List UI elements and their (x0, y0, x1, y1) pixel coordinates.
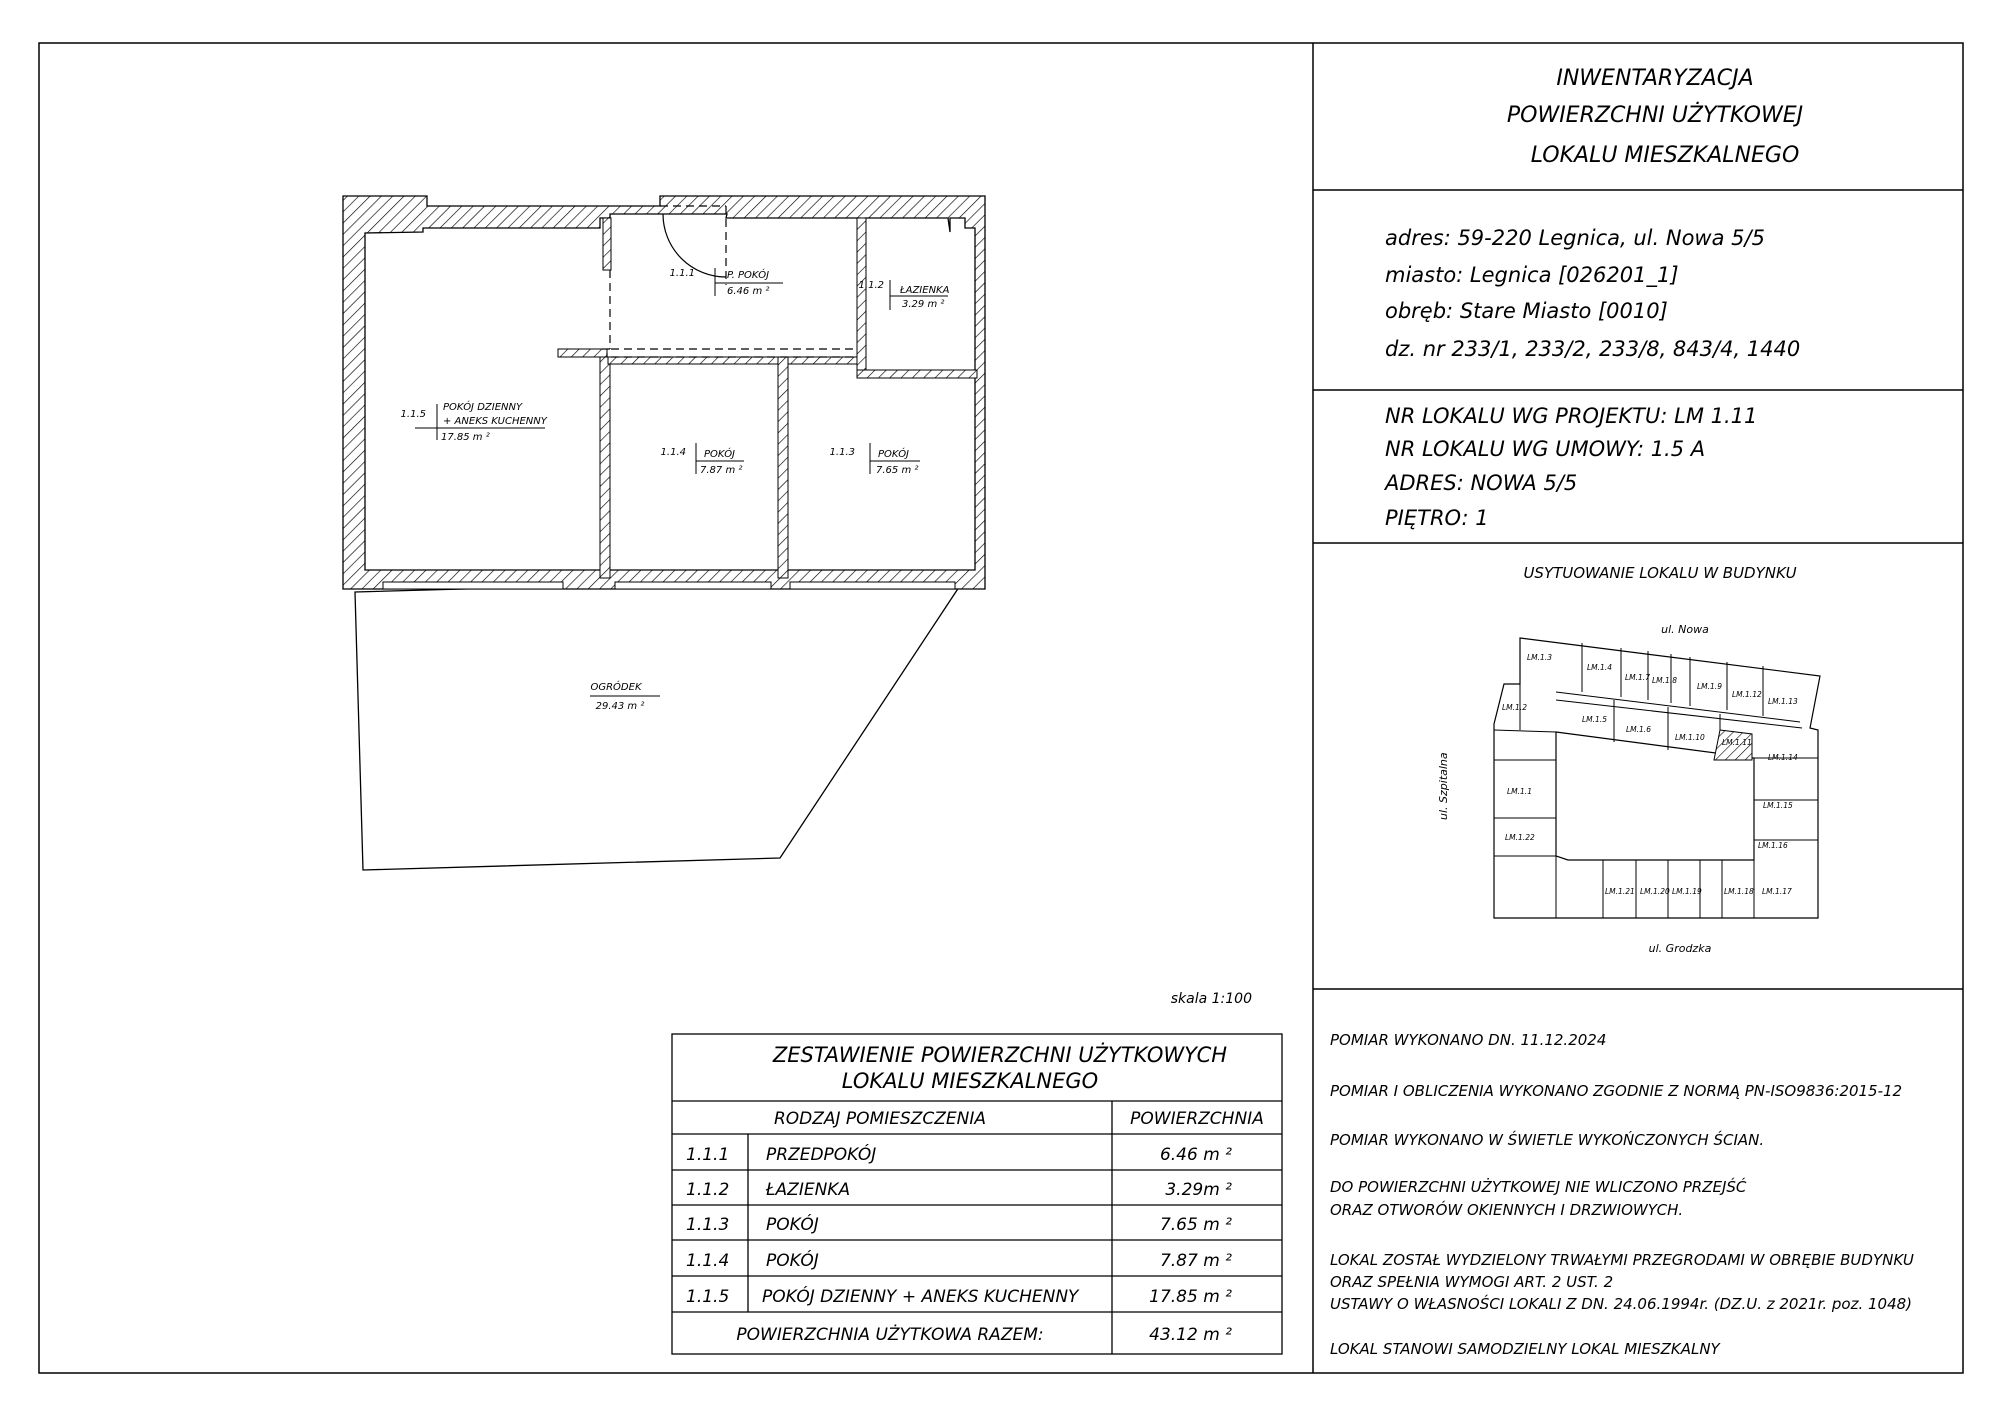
row-room-name: PRZEDPOKÓJ (766, 1145, 877, 1165)
room-name: P. POKÓJ (727, 270, 770, 281)
unit-label: LM.1.21 (1605, 887, 1635, 896)
row-room-area: 7.65 m ² (1159, 1215, 1232, 1235)
unit-label: LM.1.2 (1502, 703, 1527, 712)
unit-label: LM.1.4 (1587, 663, 1612, 672)
row-room-name: POKÓJ (766, 1251, 819, 1271)
room-number: 1.1.2 (858, 280, 884, 291)
unit-label: LM.1.20 (1640, 887, 1670, 896)
total-label: POWIERZCHNIA UŻYTKOWA RAZEM: (736, 1325, 1044, 1345)
street-grodzka-label: ul. Grodzka (1648, 942, 1712, 955)
room-area: 7.65 m ² (876, 465, 919, 476)
garden-name: OGRÓDEK (590, 682, 642, 693)
room-number: 1.1.3 (829, 447, 855, 458)
unit-label: LM.1.12 (1732, 690, 1762, 699)
room-number: 1.1.5 (400, 409, 426, 420)
unit-label: LM.1.6 (1626, 725, 1651, 734)
title-block (1507, 66, 1803, 168)
room-number: 1.1.1 (669, 268, 695, 279)
row-room-area: 17.85 m ² (1149, 1287, 1232, 1307)
unit-label: LM.1.10 (1675, 733, 1705, 742)
note-legal-3: USTAWY O WŁASNOŚCI LOKALI Z DN. 24.06.1994r. (DZ.U. z 2021r. poz. 1048) (1330, 1295, 1913, 1313)
location-title: USYTUOWANIE LOKALU W BUDYNKU (1523, 564, 1797, 582)
room-name: POKÓJ (878, 449, 910, 460)
address-line: adres: 59-220 Legnica, ul. Nowa 5/5 (1385, 226, 1765, 250)
row-number: 1.1.2 (686, 1180, 730, 1200)
room-area: 3.29 m ² (902, 299, 945, 310)
col-header-type: RODZAJ POMIESZCZENIA (773, 1109, 987, 1129)
floor-plan (343, 196, 985, 870)
col-header-area: POWIERZCHNIA (1130, 1109, 1264, 1129)
row-room-name: POKÓJ DZIENNY + ANEKS KUCHENNY (762, 1287, 1079, 1307)
row-room-name: POKÓJ (766, 1215, 819, 1235)
room-name: POKÓJ DZIENNY (443, 402, 523, 413)
note-standard: POMIAR I OBLICZENIA WYKONANO ZGODNIE Z NORMĄ PN-ISO9836:2015-12 (1330, 1082, 1903, 1100)
precinct-line: obręb: Stare Miasto [0010] (1385, 299, 1668, 323)
street-nowa-label: ul. Nowa (1661, 623, 1709, 636)
row-number: 1.1.4 (686, 1251, 730, 1271)
address-block (1385, 226, 1800, 361)
city-line: miasto: Legnica [026201_1] (1385, 263, 1679, 287)
street-szpitalna-label: ul. Szpitalna (1437, 752, 1450, 820)
row-number: 1.1.1 (686, 1145, 730, 1165)
row-room-area: 7.87 m ² (1159, 1251, 1232, 1271)
unit-label: LM.1.7 (1625, 673, 1650, 682)
unit-label: LM.1.5 (1582, 715, 1607, 724)
scale-label: skala 1:100 (1170, 991, 1252, 1007)
room-area: 7.87 m ² (700, 465, 743, 476)
unit-label: LM.1.3 (1527, 653, 1552, 662)
summary-table (672, 1034, 1282, 1354)
unit-label: LM.1.8 (1652, 676, 1677, 685)
unit-label: LM.1.1 (1507, 787, 1532, 796)
room-name-2: + ANEKS KUCHENNY (443, 416, 547, 427)
title-line-2: POWIERZCHNI UŻYTKOWEJ (1506, 103, 1804, 128)
floor-number: PIĘTRO: 1 (1385, 506, 1489, 530)
note-walls: POMIAR WYKONANO W ŚWIETLE WYKOŃCZONYCH ŚCIAN. (1330, 1131, 1765, 1149)
unit-label: LM.1.17 (1762, 887, 1792, 896)
room-name: POKÓJ (704, 449, 736, 460)
unit-label: LM.1.16 (1758, 841, 1788, 850)
row-room-area: 3.29m ² (1165, 1180, 1232, 1200)
garden-area: 29.43 m ² (595, 701, 645, 712)
row-room-name: ŁAZIENKA (766, 1180, 851, 1200)
parcel-line: dz. nr 233/1, 233/2, 233/8, 843/4, 1440 (1385, 337, 1801, 361)
unit-label: LM.1.19 (1672, 887, 1702, 896)
table-title-2: LOKALU MIESZKALNEGO (841, 1069, 1099, 1093)
garden-outline (355, 575, 967, 870)
contract-unit-number: NR LOKALU WG UMOWY: 1.5 A (1385, 437, 1706, 461)
unit-block (1383, 404, 1757, 530)
outer-walls (343, 196, 985, 589)
note-independent-unit: LOKAL STANOWI SAMODZIELNY LOKAL MIESZKALNY (1330, 1340, 1720, 1358)
note-legal-1: LOKAL ZOSTAŁ WYDZIELONY TRWAŁYMI PRZEGRODAMI W OBRĘBIE BUDYNKU (1330, 1251, 1914, 1269)
unit-label: LM.1.15 (1763, 801, 1793, 810)
unit-label: LM.1.11 (1722, 738, 1752, 747)
project-unit-number: NR LOKALU WG PROJEKTU: LM 1.11 (1385, 404, 1758, 428)
room-area: 17.85 m ² (441, 432, 490, 443)
room-area: 6.46 m ² (727, 286, 770, 297)
unit-address: ADRES: NOWA 5/5 (1385, 471, 1578, 495)
note-measurement-date: POMIAR WYKONANO DN. 11.12.2024 (1330, 1031, 1607, 1049)
title-line-1: INWENTARYZACJA (1556, 66, 1754, 91)
table-title-1: ZESTAWIENIE POWIERZCHNI UŻYTKOWYCH (772, 1043, 1228, 1067)
location-block (1437, 564, 1820, 955)
notes-block (1330, 1031, 1914, 1358)
title-line-3: LOKALU MIESZKALNEGO (1530, 143, 1800, 168)
unit-label: LM.1.18 (1724, 887, 1754, 896)
note-exclusions-2: ORAZ OTWORÓW OKIENNYCH I DRZWIOWYCH. (1330, 1201, 1684, 1219)
note-legal-2: ORAZ SPEŁNIA WYMOGI ART. 2 UST. 2 (1330, 1273, 1614, 1291)
row-number: 1.1.5 (686, 1287, 730, 1307)
row-room-area: 6.46 m ² (1159, 1145, 1232, 1165)
unit-label: LM.1.14 (1768, 753, 1798, 762)
total-value: 43.12 m ² (1149, 1325, 1232, 1345)
room-labels (401, 268, 950, 712)
room-number: 1.1.4 (660, 447, 686, 458)
row-number: 1.1.3 (686, 1215, 730, 1235)
unit-label: LM.1.22 (1505, 833, 1535, 842)
room-name: ŁAZIENKA (900, 285, 950, 296)
unit-label: LM.1.13 (1768, 697, 1798, 706)
unit-label: LM.1.9 (1697, 682, 1722, 691)
note-exclusions-1: DO POWIERZCHNI UŻYTKOWEJ NIE WLICZONO PRZEJŚĆ (1330, 1178, 1747, 1196)
